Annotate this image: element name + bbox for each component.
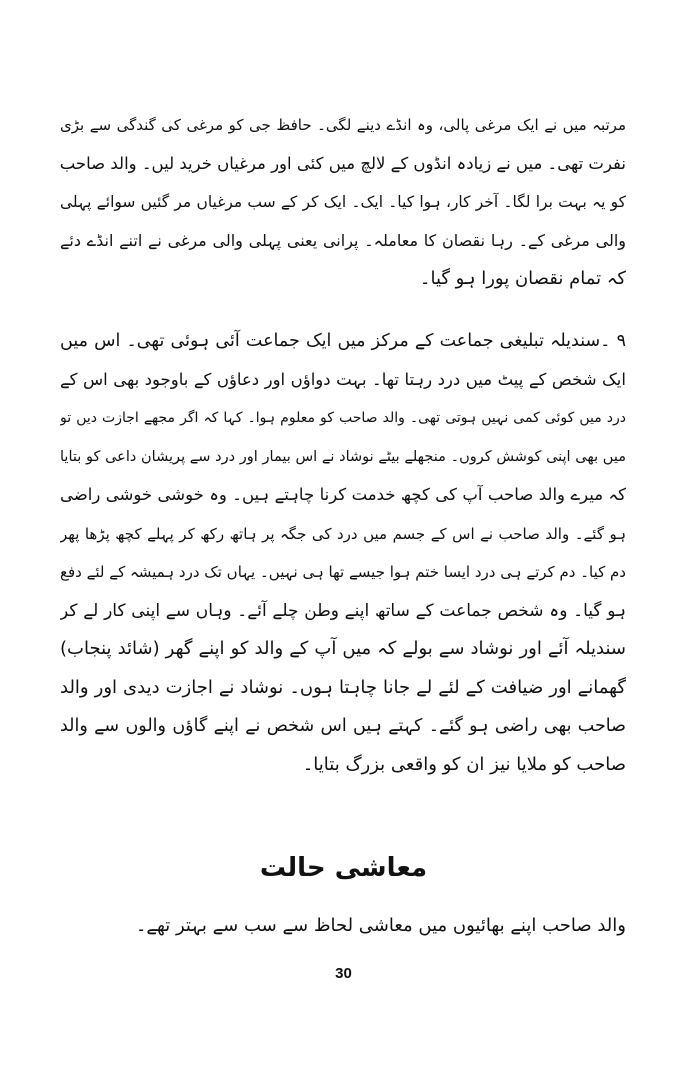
text-line: کو یہ بہت برا لگا۔ آخر کار، ہوا کیا۔ ایک۔ ایک کر کے سب مرغیاں مر گئیں سوائے پہلی <box>60 193 626 211</box>
text-line: مرتبہ میں نے ایک مرغی پالی، وہ انڈے دینے لگی۔ حافظ جی کو مرغی کی گندگی سے بڑی <box>60 116 626 134</box>
text-line: میں بھی اپنی کوشش کروں۔ منجھلے بیٹے نوشاد نے اس بیمار اور درد سے پریشان داعی کو بتایا <box>60 448 626 465</box>
text-line: گھمانے اور ضیافت کے لئے لے جانا چاہتا ہوں۔ نوشاد نے اجازت دیدی اور والد <box>60 676 626 698</box>
text-line: ایک شخص کے پیٹ میں درد رہتا تھا۔ بہت دواؤں اور دعاؤں کے باوجود بھی اس کے <box>60 369 626 389</box>
text-line: ۹ ۔سندیلہ تبلیغی جماعت کے مرکز میں ایک جماعت آئی ہوئی تھی۔ اس میں <box>60 331 626 351</box>
text-line: نفرت تھی۔ میں نے زیادہ انڈوں کے لالچ میں کئی اور مرغیاں خرید لیں۔ والد صاحب <box>60 153 626 173</box>
page-number: 30 <box>335 965 352 982</box>
paragraph-hen-story <box>60 106 626 299</box>
text-line: والی مرغی کے۔ رہا نقصان کا معاملہ۔ پرانی یعنی پہلی والی مرغی نے اتنے انڈے دئے <box>60 230 626 250</box>
text-line: سندیلہ آئے اور نوشاد سے بولے کہ میں آپ کے والد کو اپنے گھر (شائد پنجاب) <box>60 638 626 659</box>
closing-sentence: والد صاحب اپنے بھائیوں میں معاشی لحاظ سے سب سے بہتر تھے۔ <box>135 915 626 936</box>
text-line: کہ میرے والد صاحب آپ کی کچھ خدمت کرنا چاہتے ہیں۔ وہ خوشی خوشی راضی <box>60 485 626 504</box>
text-line: ہو گیا۔ وہ شخص جماعت کے ساتھ اپنے وطن چلے آئے۔ وہاں سے اپنی کار لے کر <box>60 600 626 621</box>
text-line: ہو گئے۔ والد صاحب نے اس کے جسم میں درد کی جگہ پر ہاتھ رکھ کر پہلے کچھ پڑھا پھر <box>60 524 626 543</box>
text-line: کہ تمام نقصان پورا ہو گیا۔ <box>419 268 626 289</box>
text-line: صاحب کو ملایا نیز ان کو واقعی بزرگ بتایا۔ <box>302 753 626 775</box>
text-line: صاحب بھی راضی ہو گئے۔ کہتے ہیں اس شخص نے اپنے گاؤں والوں سے والد <box>60 716 626 736</box>
text-line: درد میں کوئی کمی نہیں ہوتی تھی۔ والد صاحب کو معلوم ہوا۔ کہا کہ اگر مجھے اجازت دیں تو <box>60 410 626 426</box>
text-line: دم کیا۔ دم کرتے ہی درد ایسا ختم ہوا جیسے تھا ہی نہیں۔ یہاں تک درد ہمیشہ کے لئے دفع <box>60 563 626 581</box>
paragraph-sandila-story <box>60 322 626 784</box>
section-heading: معاشی حالت <box>259 853 428 883</box>
